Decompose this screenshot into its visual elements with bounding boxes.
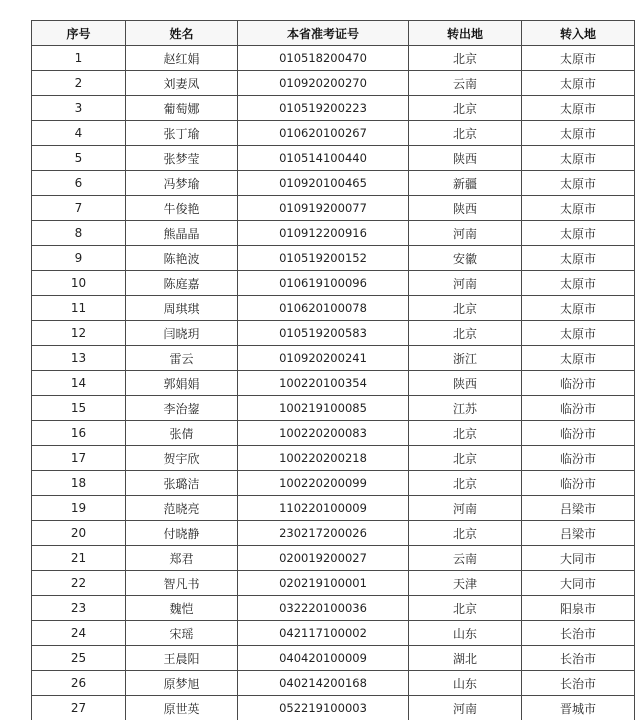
- header-cell-exam-id: 本省准考证号: [238, 21, 409, 46]
- name-cell: 张丁瑜: [126, 121, 238, 146]
- serial-number-cell: 9: [32, 246, 126, 271]
- exam-id-cell: 010519200583: [238, 321, 409, 346]
- name-cell: 郭娟娟: [126, 371, 238, 396]
- name-cell: 张梦莹: [126, 146, 238, 171]
- table-row: [32, 321, 635, 346]
- serial-number-cell: 11: [32, 296, 126, 321]
- name-cell: 熊晶晶: [126, 221, 238, 246]
- exam-id-cell: 010920200270: [238, 71, 409, 96]
- serial-number-cell: 27: [32, 696, 126, 720]
- table-row: [32, 371, 635, 396]
- transfer-from-cell: 天津: [409, 571, 522, 596]
- exam-id-cell: 042117100002: [238, 621, 409, 646]
- table-row: [32, 271, 635, 296]
- transfer-to-cell: 大同市: [522, 571, 635, 596]
- table-row: [32, 196, 635, 221]
- name-cell: 刘妻凤: [126, 71, 238, 96]
- exam-id-cell: 010912200916: [238, 221, 409, 246]
- transfer-from-cell: 云南: [409, 546, 522, 571]
- transfer-to-cell: 太原市: [522, 46, 635, 71]
- table-row: [32, 621, 635, 646]
- name-cell: 郑君: [126, 546, 238, 571]
- exam-id-cell: 010920100465: [238, 171, 409, 196]
- exam-id-cell: 110220100009: [238, 496, 409, 521]
- transfer-from-cell: 北京: [409, 121, 522, 146]
- table-row: [32, 146, 635, 171]
- transfer-from-cell: 北京: [409, 521, 522, 546]
- table-row: [32, 521, 635, 546]
- table-row: [32, 46, 635, 71]
- transfer-from-cell: 陕西: [409, 146, 522, 171]
- name-cell: 陈庭嘉: [126, 271, 238, 296]
- exam-id-cell: 010920200241: [238, 346, 409, 371]
- exam-id-cell: 040214200168: [238, 671, 409, 696]
- table-row: [32, 396, 635, 421]
- name-cell: 范晓亮: [126, 496, 238, 521]
- serial-number-cell: 26: [32, 671, 126, 696]
- table-row: [32, 346, 635, 371]
- transfer-from-cell: 山东: [409, 621, 522, 646]
- name-cell: 闫晓玥: [126, 321, 238, 346]
- serial-number-cell: 4: [32, 121, 126, 146]
- exam-id-cell: 040420100009: [238, 646, 409, 671]
- transfer-to-cell: 太原市: [522, 296, 635, 321]
- transfer-from-cell: 北京: [409, 296, 522, 321]
- transfer-from-cell: 北京: [409, 321, 522, 346]
- transfer-from-cell: 山东: [409, 671, 522, 696]
- exam-id-cell: 230217200026: [238, 521, 409, 546]
- exam-id-cell: 100220200218: [238, 446, 409, 471]
- serial-number-cell: 18: [32, 471, 126, 496]
- transfer-from-cell: 北京: [409, 46, 522, 71]
- table-row: [32, 296, 635, 321]
- exam-id-cell: 020019200027: [238, 546, 409, 571]
- exam-id-cell: 100220200083: [238, 421, 409, 446]
- transfer-to-cell: 吕梁市: [522, 496, 635, 521]
- transfer-to-cell: 临汾市: [522, 421, 635, 446]
- transfer-from-cell: 浙江: [409, 346, 522, 371]
- table-row: [32, 546, 635, 571]
- transfer-to-cell: 长治市: [522, 621, 635, 646]
- name-cell: 周琪琪: [126, 296, 238, 321]
- serial-number-cell: 21: [32, 546, 126, 571]
- table-body: [32, 46, 635, 720]
- serial-number-cell: 25: [32, 646, 126, 671]
- name-cell: 智凡书: [126, 571, 238, 596]
- serial-number-cell: 12: [32, 321, 126, 346]
- transfer-to-cell: 太原市: [522, 196, 635, 221]
- transfer-to-cell: 太原市: [522, 146, 635, 171]
- serial-number-cell: 14: [32, 371, 126, 396]
- header-cell-transfer-to: 转入地: [522, 21, 635, 46]
- transfer-to-cell: 太原市: [522, 346, 635, 371]
- exam-id-cell: 010620100078: [238, 296, 409, 321]
- transfer-from-cell: 云南: [409, 71, 522, 96]
- serial-number-cell: 23: [32, 596, 126, 621]
- header-cell-transfer-from: 转出地: [409, 21, 522, 46]
- table-row: [32, 71, 635, 96]
- exam-id-cell: 010519200152: [238, 246, 409, 271]
- transfer-to-cell: 大同市: [522, 546, 635, 571]
- name-cell: 付晓静: [126, 521, 238, 546]
- serial-number-cell: 22: [32, 571, 126, 596]
- transfer-to-cell: 长治市: [522, 671, 635, 696]
- table-row: [32, 446, 635, 471]
- serial-number-cell: 3: [32, 96, 126, 121]
- transfer-from-cell: 北京: [409, 96, 522, 121]
- transfer-from-cell: 北京: [409, 421, 522, 446]
- transfer-to-cell: 晋城市: [522, 696, 635, 720]
- name-cell: 宋瑶: [126, 621, 238, 646]
- serial-number-cell: 17: [32, 446, 126, 471]
- transfer-from-cell: 河南: [409, 496, 522, 521]
- table-row: [32, 96, 635, 121]
- transfer-to-cell: 太原市: [522, 221, 635, 246]
- name-cell: 赵红娟: [126, 46, 238, 71]
- exam-id-cell: 010619100096: [238, 271, 409, 296]
- transfer-to-cell: 太原市: [522, 71, 635, 96]
- serial-number-cell: 20: [32, 521, 126, 546]
- table-row: [32, 696, 635, 720]
- transfer-to-cell: 太原市: [522, 121, 635, 146]
- name-cell: 李治鋆: [126, 396, 238, 421]
- transfer-from-cell: 湖北: [409, 646, 522, 671]
- name-cell: 张璐洁: [126, 471, 238, 496]
- name-cell: 雷云: [126, 346, 238, 371]
- table-row: [32, 646, 635, 671]
- table-row: [32, 121, 635, 146]
- transfer-to-cell: 太原市: [522, 321, 635, 346]
- exam-id-cell: 100219100085: [238, 396, 409, 421]
- transfer-from-cell: 北京: [409, 471, 522, 496]
- transfer-to-cell: 吕梁市: [522, 521, 635, 546]
- transfer-from-cell: 新疆: [409, 171, 522, 196]
- transfer-list-table: [31, 20, 635, 720]
- name-cell: 冯梦瑜: [126, 171, 238, 196]
- table-row: [32, 471, 635, 496]
- exam-id-cell: 032220100036: [238, 596, 409, 621]
- exam-id-cell: 052219100003: [238, 696, 409, 720]
- name-cell: 张倩: [126, 421, 238, 446]
- name-cell: 贺宇欣: [126, 446, 238, 471]
- header-cell-name: 姓名: [126, 21, 238, 46]
- transfer-from-cell: 河南: [409, 271, 522, 296]
- exam-id-cell: 100220200099: [238, 471, 409, 496]
- serial-number-cell: 24: [32, 621, 126, 646]
- exam-id-cell: 010620100267: [238, 121, 409, 146]
- name-cell: 魏恺: [126, 596, 238, 621]
- transfer-from-cell: 河南: [409, 221, 522, 246]
- serial-number-cell: 13: [32, 346, 126, 371]
- exam-id-cell: 100220100354: [238, 371, 409, 396]
- transfer-from-cell: 河南: [409, 696, 522, 720]
- exam-id-cell: 010519200223: [238, 96, 409, 121]
- transfer-to-cell: 临汾市: [522, 471, 635, 496]
- transfer-to-cell: 长治市: [522, 646, 635, 671]
- header-cell-serial-number: 序号: [32, 21, 126, 46]
- serial-number-cell: 7: [32, 196, 126, 221]
- serial-number-cell: 8: [32, 221, 126, 246]
- serial-number-cell: 5: [32, 146, 126, 171]
- serial-number-cell: 6: [32, 171, 126, 196]
- transfer-to-cell: 太原市: [522, 246, 635, 271]
- table-row: [32, 671, 635, 696]
- transfer-from-cell: 北京: [409, 446, 522, 471]
- table-row: [32, 246, 635, 271]
- name-cell: 陈艳波: [126, 246, 238, 271]
- transfer-to-cell: 太原市: [522, 271, 635, 296]
- transfer-to-cell: 临汾市: [522, 446, 635, 471]
- transfer-to-cell: 太原市: [522, 171, 635, 196]
- exam-id-cell: 010919200077: [238, 196, 409, 221]
- serial-number-cell: 15: [32, 396, 126, 421]
- serial-number-cell: 1: [32, 46, 126, 71]
- name-cell: 牛俊艳: [126, 196, 238, 221]
- name-cell: 王晨阳: [126, 646, 238, 671]
- transfer-from-cell: 江苏: [409, 396, 522, 421]
- table-row: [32, 571, 635, 596]
- table-header-row: [32, 21, 635, 46]
- table-row: [32, 496, 635, 521]
- serial-number-cell: 10: [32, 271, 126, 296]
- transfer-to-cell: 阳泉市: [522, 596, 635, 621]
- table-row: [32, 596, 635, 621]
- transfer-from-cell: 陕西: [409, 371, 522, 396]
- serial-number-cell: 16: [32, 421, 126, 446]
- exam-id-cell: 020219100001: [238, 571, 409, 596]
- transfer-from-cell: 北京: [409, 596, 522, 621]
- name-cell: 原梦旭: [126, 671, 238, 696]
- table-row: [32, 421, 635, 446]
- transfer-to-cell: 临汾市: [522, 396, 635, 421]
- table-row: [32, 171, 635, 196]
- transfer-from-cell: 陕西: [409, 196, 522, 221]
- transfer-to-cell: 临汾市: [522, 371, 635, 396]
- exam-id-cell: 010518200470: [238, 46, 409, 71]
- name-cell: 原世英: [126, 696, 238, 720]
- table-row: [32, 221, 635, 246]
- exam-id-cell: 010514100440: [238, 146, 409, 171]
- serial-number-cell: 2: [32, 71, 126, 96]
- transfer-to-cell: 太原市: [522, 96, 635, 121]
- transfer-from-cell: 安徽: [409, 246, 522, 271]
- serial-number-cell: 19: [32, 496, 126, 521]
- name-cell: 葡萄娜: [126, 96, 238, 121]
